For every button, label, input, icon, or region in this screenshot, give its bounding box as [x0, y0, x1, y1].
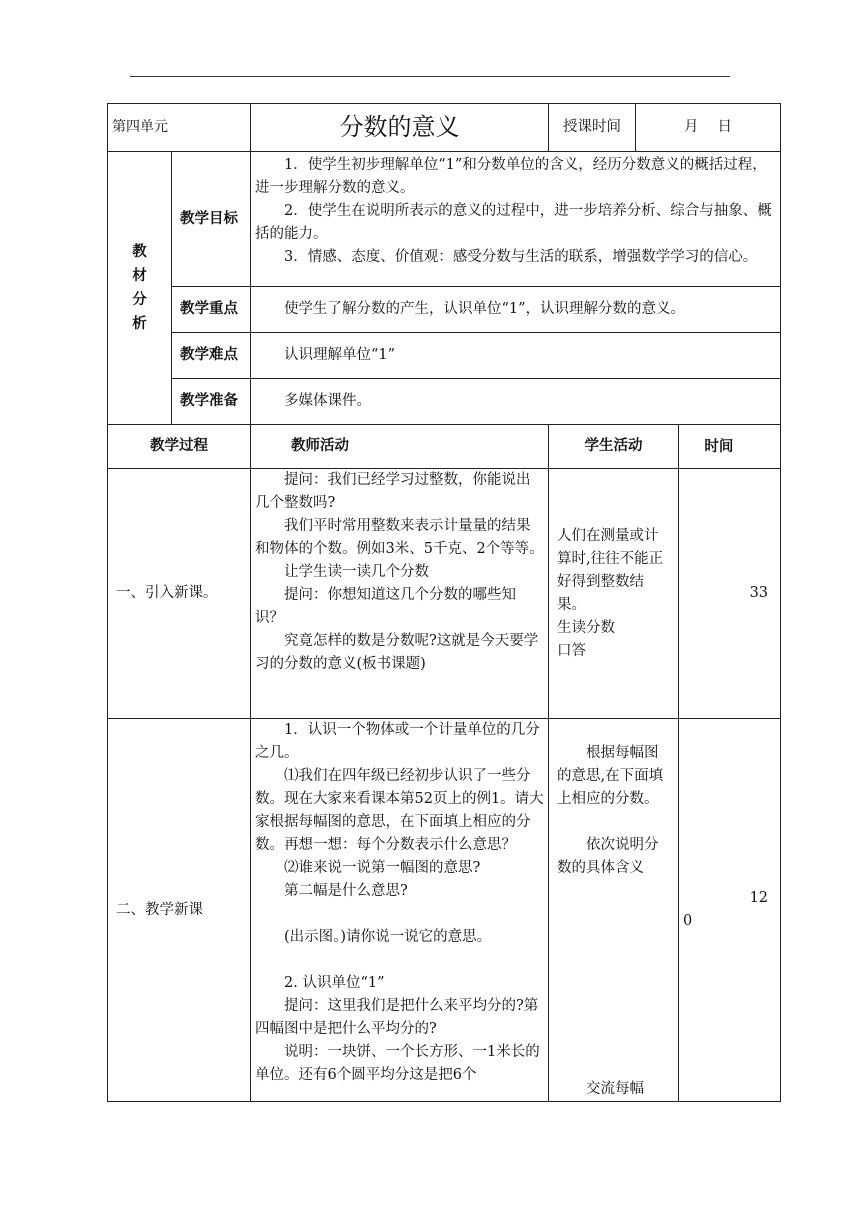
col-process: 教学过程	[108, 425, 251, 469]
analysis-label-text: 教材分析	[132, 244, 147, 332]
col-time	[679, 425, 781, 469]
teacher-line: 让学生读一读几个分数	[284, 564, 429, 580]
section-row	[108, 469, 781, 719]
student-activity	[549, 469, 679, 719]
difficult-text	[251, 333, 781, 379]
section-time: 33	[679, 469, 781, 719]
key-text	[251, 287, 781, 333]
teacher-line: ⑵谁来说一说第一幅图的意思?	[284, 860, 481, 876]
key-point: 使学生了解分数的产生，认识单位“1”，认识理解分数的意义。	[284, 301, 686, 317]
teacher-activity	[251, 719, 549, 1102]
section-time	[679, 719, 781, 1102]
student-line: 人们在测量或计算时,往往不能正好得到整数结果。	[557, 527, 664, 613]
prep-point: 多媒体课件。	[284, 393, 371, 409]
lesson-title: 分数的意义	[251, 104, 549, 152]
student-line: 交流每幅	[586, 1081, 644, 1097]
teacher-line: 究竟怎样的数是分数呢?这就是今天要学习的分数的意义(板书课题)	[255, 633, 539, 672]
analysis-label	[108, 152, 172, 425]
key-label: 教学重点	[172, 287, 251, 333]
student-line: 口答	[557, 642, 586, 659]
teacher-line: 提问：你想知道这几个分数的哪些知识？	[255, 587, 516, 626]
teacher-line: 提问：这里我们是把什么来平均分的?第四幅图中是把什么平均分的?	[255, 998, 539, 1037]
prep-row	[108, 379, 781, 425]
teacher-line: (出示图。)请你说一说它的意思。	[284, 929, 492, 945]
header-rule	[130, 76, 730, 77]
teacher-line: 说明：一块饼、一个长方形、一1米长的单位。还有6个圆平均分这是把6个	[255, 1044, 540, 1083]
goal-item: 2．使学生在说明所表示的意义的过程中，进一步培养分析、综合与抽象、概括的能力。	[255, 203, 772, 242]
teacher-line: 第二幅是什么意思?	[284, 883, 408, 899]
prep-text	[251, 379, 781, 425]
col-student: 学生活动	[549, 425, 679, 469]
goals-cell	[251, 152, 781, 287]
student-line: 生读分数	[557, 619, 615, 636]
time-label: 授课时间	[549, 104, 636, 152]
teacher-line: 提问：我们已经学习过整数，你能说出几个整数吗?	[255, 472, 531, 511]
student-line: 依次说明分数的具体含义	[557, 837, 659, 876]
teacher-line: 1．认识一个物体或一个计量单位的几分之几。	[255, 722, 540, 761]
teacher-line: 我们平时常用整数来表示计量量的结果和物体的个数。例如3米、5千克、2个等等。	[255, 518, 544, 557]
column-header-row	[108, 425, 781, 469]
lesson-plan-table	[107, 103, 781, 1102]
student-line: 根据每幅图的意思,在下面填上相应的分数。	[557, 745, 664, 807]
teacher-line: 2. 认识单位“1”	[284, 975, 385, 991]
col-time-text: 时间	[704, 438, 734, 455]
difficult-label: 教学难点	[172, 333, 251, 379]
goals-row	[108, 152, 781, 287]
header-row	[108, 104, 781, 152]
col-teacher: 教师活动	[251, 425, 549, 469]
section-time-value: 12	[749, 890, 769, 906]
section-name: 一、引入新课。	[108, 469, 251, 719]
student-activity	[549, 719, 679, 1102]
difficult-point: 认识理解单位“1”	[284, 347, 396, 363]
teacher-activity	[251, 469, 549, 719]
lesson-date: 月 日	[636, 104, 781, 152]
unit-label: 第四单元	[108, 104, 251, 152]
teacher-line: ⑴我们在四年级已经初步认识了一些分数。现在大家来看课本第52页上的例1。请大家根据每幅图的意思，在下面填上相应的分数。再想一想：每个分数表示什么意思？	[255, 768, 544, 853]
key-row	[108, 287, 781, 333]
goal-item: 1．使学生初步理解单位“1”和分数单位的含义，经历分数意义的概括过程，进一步理解分数的意义。	[255, 157, 767, 196]
section-name: 二、教学新课	[108, 719, 251, 1102]
goals-label: 教学目标	[172, 152, 251, 287]
section-time-value-wrap: 0	[683, 913, 693, 929]
section-row	[108, 719, 781, 1102]
goal-item: 3．情感、态度、价值观：感受分数与生活的联系，增强数学学习的信心。	[284, 249, 758, 265]
prep-label: 教学准备	[172, 379, 251, 425]
difficult-row	[108, 333, 781, 379]
